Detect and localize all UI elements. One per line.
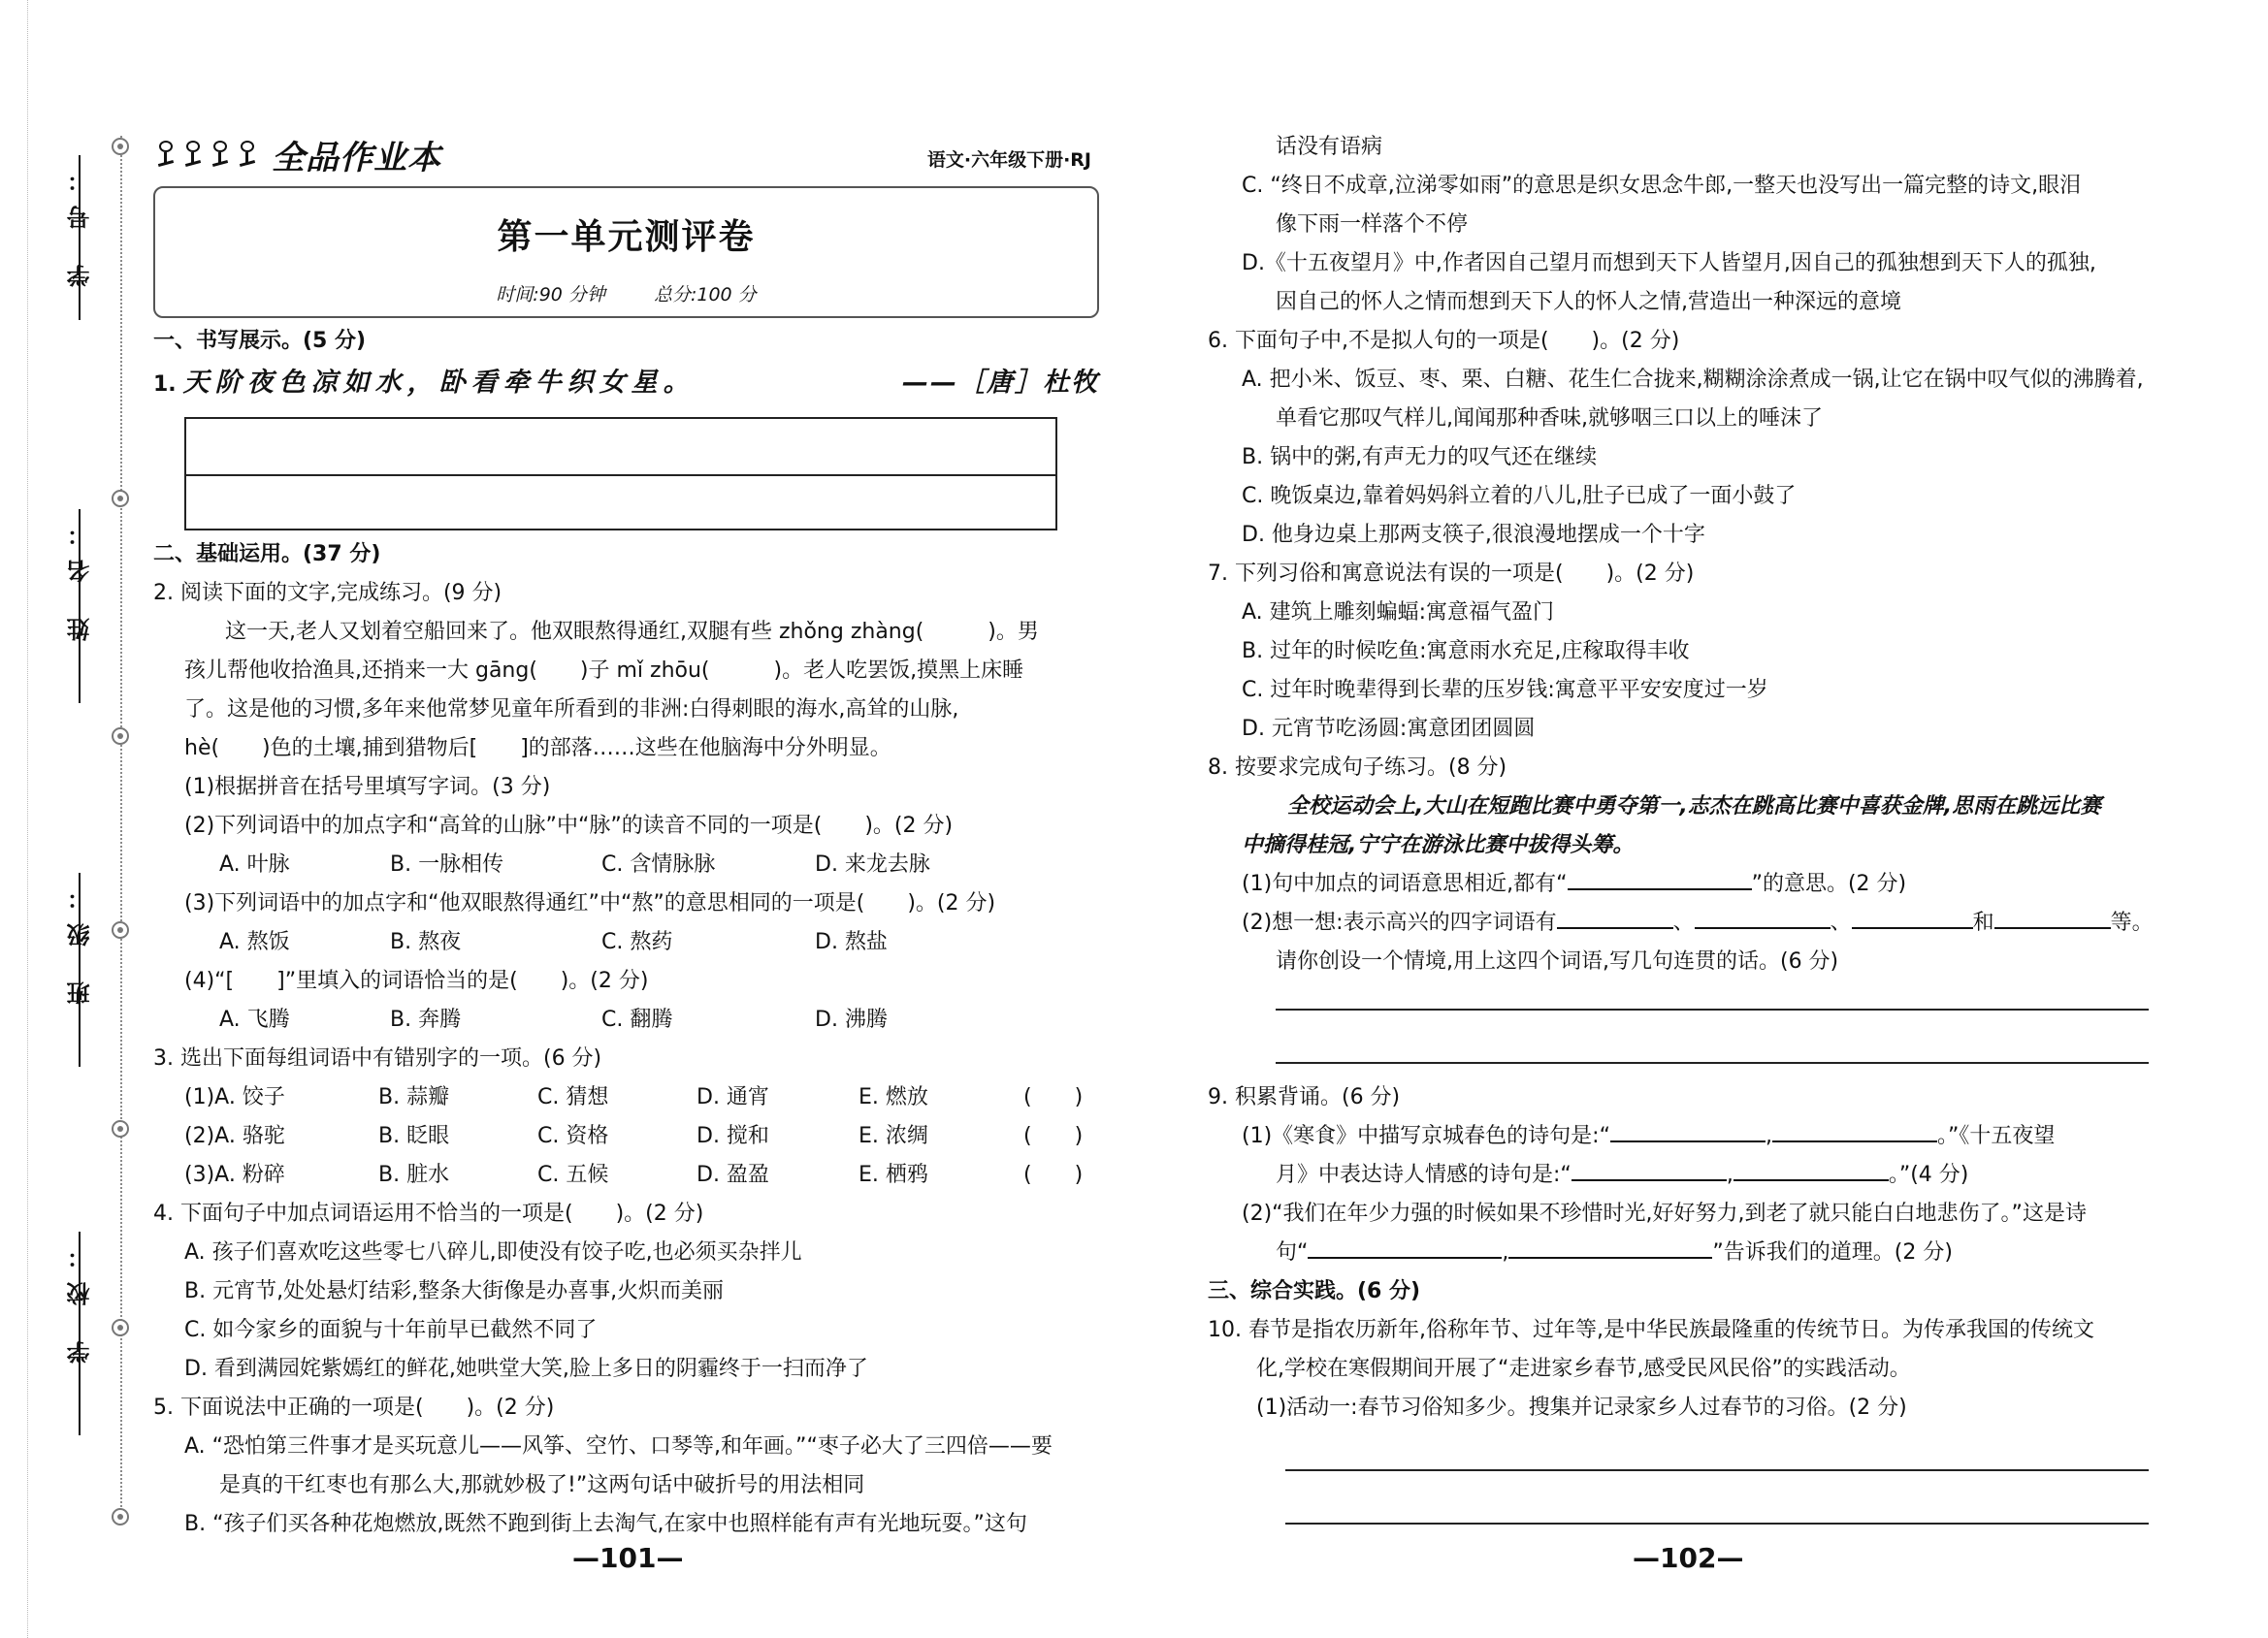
question-2-3: (3)下列词语中的加点字和“他双眼熬得通红”中“熬”的意思相同的一项是( )。(2 分): [184, 891, 996, 915]
answer-blank[interactable]: [1610, 1117, 1766, 1142]
question-8-2: [1242, 904, 2154, 943]
binding-hole: [112, 1319, 129, 1336]
answer-blank[interactable]: [1568, 865, 1752, 890]
q3-row-3-e: E. 栖鸦: [859, 1163, 928, 1187]
handwriting-box[interactable]: [184, 417, 1057, 530]
total-score: 总分:100 分: [653, 284, 757, 305]
question-6: 6. 下面句子中,不是拟人句的一项是( )。(2 分): [1208, 329, 1680, 353]
option-c[interactable]: C. 熬药: [601, 930, 673, 954]
page-title: 第一单元测评卷: [497, 217, 756, 257]
q3-row-2-d: D. 搅和: [697, 1124, 769, 1148]
question-1-number: 1.: [153, 372, 177, 397]
question-10: 10. 春节是指农历新年,俗称年节、过年等,是中华民族最隆重的传统节日。为传承我国的传统文: [1208, 1318, 2094, 1342]
question-7: 7. 下列习俗和寓意说法有误的一项是( )。(2 分): [1208, 562, 1695, 586]
class-label: 班 级：: [66, 873, 94, 1006]
student-number-label: 学 号：: [66, 155, 94, 288]
option-a[interactable]: A. 孩子们喜欢吃这些零七八碎儿,即使没有饺子吃,也必须买杂拌儿: [184, 1240, 802, 1265]
question-5: 5. 下面说法中正确的一项是( )。(2 分): [153, 1396, 555, 1420]
answer-blank[interactable]: [1852, 904, 1973, 929]
binding-margin: [0, 0, 146, 1638]
option-a[interactable]: A. 把小米、饭豆、枣、栗、白糖、花生仁合拢来,糊糊涂涂煮成一锅,让它在锅中叹气似的沸腾着,: [1242, 368, 2144, 392]
q3-row-1-c: C. 猜想: [537, 1085, 609, 1109]
question-3: 3. 选出下面每组词语中有错别字的一项。(6 分): [153, 1046, 602, 1071]
question-2-1: (1)根据拼音在括号里填写字词。(3 分): [184, 775, 551, 799]
q3-row-1-a: (1)A. 饺子: [184, 1085, 285, 1109]
q9-1-suffix: 。”《十五夜望: [1936, 1124, 2056, 1148]
option-b[interactable]: B. 过年的时候吃鱼:寓意雨水充足,庄稼取得丰收: [1242, 639, 1690, 663]
q3-row-2-a: (2)A. 骆驼: [184, 1124, 285, 1148]
title-box: [153, 186, 1099, 318]
question-1-verse: 天阶夜色凉如水，卧看牵牛织女星。: [182, 368, 696, 398]
option-a-cont: 是真的干红枣也有那么大,那就妙极了!”这两句话中破折号的用法相同: [219, 1473, 865, 1497]
q8-2-suffix: 等。: [2110, 911, 2154, 935]
brand-logo: [155, 131, 441, 178]
option-d[interactable]: D. 沸腾: [815, 1008, 888, 1032]
q8-2-prefix: (2)想一想:表示高兴的四字词语有: [1242, 911, 1557, 935]
option-a[interactable]: A. 熬饭: [219, 930, 290, 954]
q8-sentence-cont: 中摘得桂冠,宁宁在游泳比赛中拔得头筹。: [1242, 833, 1635, 857]
option-d-cont: 因自己的怀人之情而想到天下人的怀人之情,营造出一种深远的意境: [1276, 290, 1901, 314]
exam-meta: [155, 280, 1097, 306]
page-101: [146, 0, 1106, 1638]
q8-sentence: 全校运动会上,大山在短跑比赛中勇夺第一,志杰在跳高比赛中喜获金牌,思雨在跳远比赛: [1287, 794, 2102, 819]
answer-line[interactable]: [1276, 1062, 2149, 1064]
q9-1-prefix: (1)《寒食》中描写京城春色的诗句是:“: [1242, 1124, 1610, 1148]
section-2-heading: 二、基础运用。(37 分): [153, 542, 381, 566]
option-c[interactable]: C. 过年时晚辈得到长辈的压岁钱:寓意平平安安度过一岁: [1242, 678, 1768, 702]
q3-row-3-c: C. 五候: [537, 1163, 609, 1187]
answer-blank[interactable]: [1733, 1156, 1889, 1181]
option-c[interactable]: C. 含情脉脉: [601, 852, 716, 877]
school-label: 学 校：: [66, 1232, 94, 1365]
class-field[interactable]: [60, 873, 99, 1005]
page-102: [1208, 0, 2173, 1638]
answer-bracket[interactable]: ( ): [1023, 1163, 1084, 1187]
passage-line: hè( )色的土壤,捕到猎物后[ ]的部落……这些在他脑海中分外明显。: [184, 736, 891, 760]
mascot-icons: [155, 141, 258, 170]
option-c[interactable]: C. 如今家乡的面貌与十年前早已截然不同了: [184, 1318, 598, 1342]
question-10-cont: 化,学校在寒假期间开展了“走进家乡春节,感受民风民俗”的实践活动。: [1256, 1357, 1911, 1381]
q3-row-1-e: E. 燃放: [859, 1085, 928, 1109]
answer-blank[interactable]: [1772, 1117, 1937, 1142]
q3-row-2-c: C. 资格: [537, 1124, 609, 1148]
question-1: [153, 364, 696, 404]
question-1-author: ——［唐］杜牧: [902, 368, 1099, 398]
section-1-heading: 一、书写展示。(5 分): [153, 329, 367, 353]
answer-blank[interactable]: [1308, 1234, 1502, 1259]
question-2: 2. 阅读下面的文字,完成练习。(9 分): [153, 581, 502, 605]
q8-1-suffix: ”的意思。(2 分): [1751, 872, 1907, 896]
student-number-field[interactable]: [60, 155, 99, 287]
option-d[interactable]: D. 看到满园姹紫嫣红的鲜花,她哄堂大笑,脸上多日的阴霾终于一扫而净了: [184, 1357, 868, 1381]
answer-blank[interactable]: [1695, 904, 1831, 929]
question-10-1: (1)活动一:春节习俗知多少。搜集并记录家乡人过春节的习俗。(2 分): [1256, 1396, 1907, 1420]
option-c[interactable]: C. 翻腾: [601, 1008, 673, 1032]
binding-dotted-line: [120, 136, 122, 1523]
q9-1-suffix-2: 。”(4 分): [1888, 1163, 1969, 1187]
q8-2-and: 和: [1972, 911, 1994, 935]
option-b[interactable]: B. 元宵节,处处悬灯结彩,整条大街像是办喜事,火炽而美丽: [184, 1279, 725, 1303]
page-number: —101—: [572, 1542, 684, 1574]
passage-line: 这一天,老人又划着空船回来了。他双眼熬得通红,双腿有些 zhǒng zhàng( )。男: [225, 620, 1039, 644]
option-a[interactable]: A. 叶脉: [219, 852, 290, 877]
q3-row-3-b: B. 脏水: [378, 1163, 450, 1187]
answer-bracket[interactable]: ( ): [1023, 1085, 1084, 1109]
binding-hole: [112, 1508, 129, 1526]
binding-hole: [112, 727, 129, 745]
q9-2-prefix: 句“: [1276, 1240, 1309, 1265]
option-c[interactable]: C. “终日不成章,泣涕零如雨”的意思是织女思念牛郎,一整天也没写出一篇完整的诗文,眼泪: [1242, 174, 2082, 198]
answer-blank[interactable]: [1571, 1156, 1727, 1181]
answer-blank[interactable]: [1508, 1234, 1712, 1259]
q3-row-2-e: E. 浓绸: [859, 1124, 928, 1148]
question-4: 4. 下面句子中加点词语运用不恰当的一项是( )。(2 分): [153, 1202, 704, 1226]
q9-comma: ,: [1726, 1163, 1733, 1187]
answer-bracket[interactable]: ( ): [1023, 1124, 1084, 1148]
question-9-2: (2)“我们在年少力强的时候如果不珍惜时光,好好努力,到老了就只能白白地悲伤了。”这是诗: [1242, 1202, 2087, 1226]
question-9: 9. 积累背诵。(6 分): [1208, 1085, 1401, 1109]
question-9-1-cont: [1276, 1156, 1968, 1195]
answer-line[interactable]: [1285, 1469, 2149, 1471]
passage-line: 了。这是他的习惯,多年来他常梦见童年所看到的非洲:白得刺眼的海水,高耸的山脉,: [184, 697, 959, 722]
brand-name: 全品作业本: [272, 139, 441, 177]
option-d[interactable]: D. 熬盐: [815, 930, 888, 954]
binding-hole: [112, 138, 129, 155]
time-limit: 时间:90 分钟: [496, 284, 605, 305]
q9-2-suffix: ”告诉我们的道理。(2 分): [1712, 1240, 1953, 1265]
passage-line: 孩儿帮他收拾渔具,还捎来一大 gāng( )子 mǐ zhōu( )。老人吃罢饭,摸黑上床睡: [184, 658, 1024, 683]
q9-comma: ,: [1502, 1240, 1509, 1265]
option-d[interactable]: D. 元宵节吃汤圆:寓意团团圆圆: [1242, 717, 1536, 741]
q9-comma: ,: [1765, 1124, 1772, 1148]
subject-label: 语文·六年级下册·RJ: [926, 149, 1091, 171]
q8-1-prefix: (1)句中加点的词语意思相近,都有“: [1242, 872, 1568, 896]
binding-hole: [112, 490, 129, 507]
option-b[interactable]: B. “孩子们买各种花炮燃放,既然不跑到街上去淘气,在家中也照样能有声有光地玩耍。”这句: [184, 1512, 1027, 1536]
option-b[interactable]: B. 一脉相传: [390, 852, 504, 877]
option-d[interactable]: D.《十五夜望月》中,作者因自己望月而想到天下人皆望月,因自己的孤独想到天下人的孤独,: [1242, 251, 2096, 275]
question-8-2-task: 请你创设一个情境,用上这四个词语,写几句连贯的话。(6 分): [1276, 949, 1839, 974]
question-9-1: [1242, 1117, 2055, 1156]
q9-1-prefix-2: 月》中表达诗人情感的诗句是:“: [1276, 1163, 1571, 1187]
answer-line[interactable]: [1276, 1009, 2149, 1011]
option-a[interactable]: A. 飞腾: [219, 1008, 290, 1032]
question-8: 8. 按要求完成句子练习。(8 分): [1208, 755, 1507, 780]
q8-2-separator: 、: [1830, 911, 1852, 935]
question-8-1: [1242, 865, 1906, 904]
q3-row-1-b: B. 蒜瓣: [378, 1085, 450, 1109]
q3-row-2-b: B. 眨眼: [378, 1124, 450, 1148]
cut-line: [27, 0, 28, 1638]
q3-row-3-d: D. 盈盈: [697, 1163, 769, 1187]
q8-2-separator: 、: [1672, 911, 1695, 935]
student-name-field[interactable]: [60, 509, 99, 641]
option-d[interactable]: D. 来龙去脉: [815, 852, 930, 877]
option-b[interactable]: B. 熬夜: [390, 930, 462, 954]
q3-row-1-d: D. 通宵: [697, 1085, 769, 1109]
option-b-cont: 话没有语病: [1276, 135, 1383, 159]
question-9-2-cont: [1276, 1234, 1953, 1272]
answer-blank[interactable]: [1557, 904, 1673, 929]
binding-hole: [112, 921, 129, 939]
option-c[interactable]: C. 晚饭桌边,靠着妈妈斜立着的八儿,肚子已成了一面小鼓了: [1242, 484, 1797, 508]
answer-line[interactable]: [1285, 1523, 2149, 1525]
question-2-2: (2)下列词语中的加点字和“高耸的山脉”中“脉”的读音不同的一项是( )。(2 分): [184, 814, 954, 838]
option-a[interactable]: A. “恐怕第三件事才是买玩意儿——风筝、空竹、口琴等,和年画。”“枣子必大了三四倍——要: [184, 1434, 1053, 1459]
binding-hole: [112, 1120, 129, 1138]
option-b[interactable]: B. 锅中的粥,有声无力的叹气还在继续: [1242, 445, 1598, 469]
option-b[interactable]: B. 奔腾: [390, 1008, 462, 1032]
option-c-cont: 像下雨一样落个不停: [1276, 212, 1469, 237]
school-field[interactable]: [60, 1232, 99, 1364]
q3-row-3-a: (3)A. 粉碎: [184, 1163, 285, 1187]
answer-blank[interactable]: [1994, 904, 2111, 929]
student-name-label: 姓 名：: [66, 509, 94, 642]
page-number: —102—: [1633, 1542, 1744, 1574]
option-a[interactable]: A. 建筑上雕刻蝙蝠:寓意福气盈门: [1242, 600, 1555, 625]
section-3-heading: 三、综合实践。(6 分): [1208, 1279, 1421, 1303]
option-a-cont: 单看它那叹气样儿,闻闻那种香味,就够咽三口以上的唾沫了: [1276, 406, 1823, 431]
option-d[interactable]: D. 他身边桌上那两支筷子,很浪漫地摆成一个十字: [1242, 523, 1705, 547]
question-2-4: (4)“[ ]”里填入的词语恰当的是( )。(2 分): [184, 969, 649, 993]
